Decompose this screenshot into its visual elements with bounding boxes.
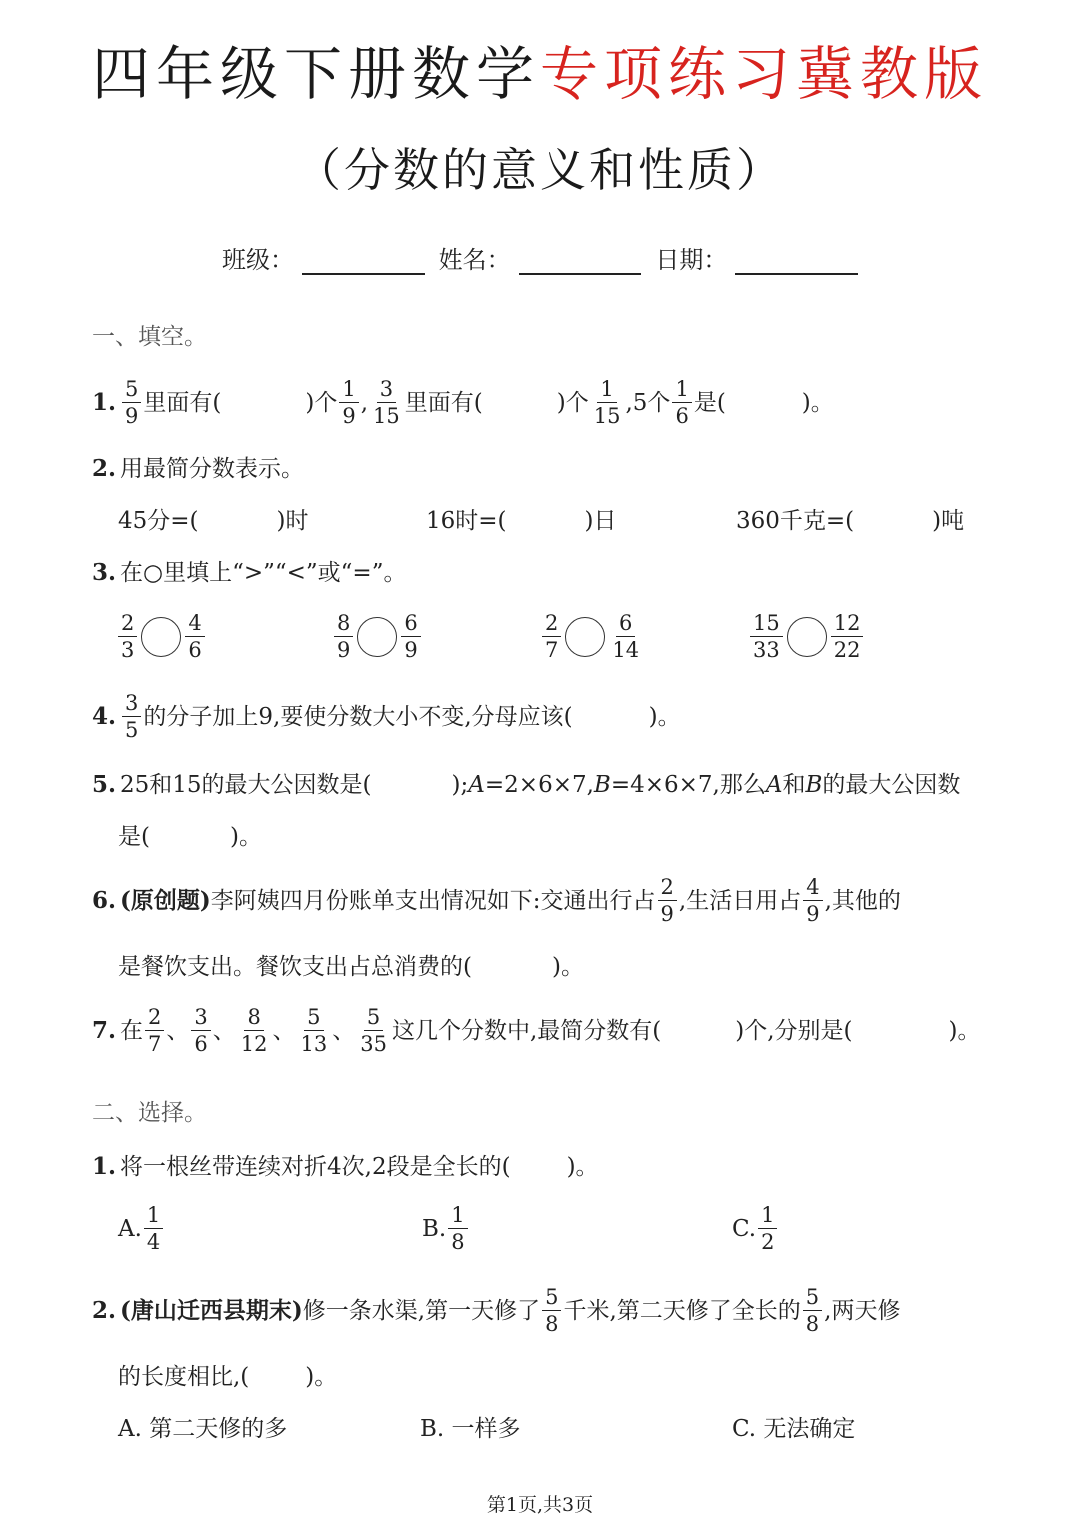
option-b[interactable]: B. 一样多: [420, 1416, 521, 1442]
denominator: 7: [148, 1032, 162, 1056]
q-number: 1.: [92, 1153, 117, 1180]
fraction: [609, 610, 642, 663]
fraction: [238, 1004, 271, 1057]
q-text: )。: [948, 1017, 981, 1044]
page-footer: 第1页,共3页: [486, 1494, 594, 1516]
fraction: [448, 1202, 467, 1255]
q-text: 在: [120, 1017, 144, 1044]
question-1-4: [92, 690, 681, 743]
fraction: [370, 376, 403, 429]
denominator: 5: [125, 718, 139, 742]
compare-circle[interactable]: [565, 617, 605, 657]
q-text: )日: [584, 508, 617, 534]
q-text: 千米,第二天修了全长的: [563, 1297, 801, 1324]
numerator: 15: [750, 610, 783, 637]
q-text: ,两天修: [824, 1297, 901, 1324]
question-2-1: [92, 1152, 599, 1182]
question-2-2: [92, 1284, 900, 1337]
class-blank[interactable]: [302, 249, 425, 275]
numerator: 6: [616, 610, 635, 637]
denominator: 14: [612, 638, 640, 662]
q-text: 这几个分数中,最简分数有(: [391, 1017, 662, 1044]
q-tag: (原创题): [120, 886, 211, 914]
q-text: ,其他的: [824, 887, 901, 914]
question-1-7: [92, 1004, 981, 1057]
title-black: 四年级下册数学: [91, 40, 540, 108]
fraction: [672, 376, 691, 429]
question-2-2-line2: [118, 1362, 337, 1392]
q-number: 1.: [92, 388, 117, 416]
option-c[interactable]: C. 无法确定: [732, 1416, 856, 1442]
fraction: [334, 610, 353, 663]
numerator: 1: [672, 376, 691, 403]
denominator: 9: [660, 902, 674, 926]
fraction: [118, 610, 137, 663]
fraction: [298, 1004, 331, 1057]
numerator: 4: [185, 610, 204, 637]
fraction: [831, 610, 864, 663]
fraction: [185, 610, 204, 663]
q-var: A: [765, 772, 783, 798]
fraction: [357, 1004, 390, 1057]
q-text: 16时=(: [426, 508, 507, 534]
q-text: 李阿姨四月份账单支出情况如下:交通出行占: [210, 887, 656, 914]
denominator: 4: [146, 1230, 161, 1254]
numerator: 5: [122, 376, 141, 403]
q-text: ,生活日用占: [678, 887, 802, 914]
q-text: 是(: [118, 824, 150, 850]
q-text: ,5个: [625, 389, 671, 416]
q2-item-1: [118, 506, 309, 536]
question-1-6-line2: [118, 952, 584, 982]
numerator: 5: [542, 1284, 561, 1311]
q2-item-2: [426, 506, 617, 536]
fraction: [145, 1004, 164, 1057]
numerator: 5: [803, 1284, 822, 1311]
numerator: 2: [658, 874, 677, 901]
q-var: B: [805, 772, 823, 798]
q-sep: 、: [212, 1017, 236, 1044]
fraction: [750, 610, 783, 663]
fraction: [122, 376, 141, 429]
numerator: 8: [334, 610, 353, 637]
date-blank[interactable]: [735, 249, 858, 275]
denominator: 8: [805, 1312, 820, 1336]
q-number: 2.: [92, 1296, 117, 1324]
question-1-2: [92, 454, 304, 484]
q-text: 是餐饮支出。餐饮支出占总消费的(: [118, 954, 472, 980]
option-label: A.: [118, 1215, 142, 1242]
fraction: [191, 1004, 210, 1057]
numerator: 1: [448, 1202, 467, 1229]
q-text: =4×6×7,那么: [610, 772, 766, 798]
compare-pair-2: [332, 610, 423, 663]
compare-pair-4: [748, 610, 865, 663]
fraction: [758, 1202, 777, 1255]
compare-circle[interactable]: [357, 617, 397, 657]
q-text: )个,分别是(: [735, 1017, 853, 1044]
q-text: 和: [782, 772, 806, 798]
denominator: 3: [121, 638, 135, 662]
denominator: 2: [761, 1230, 775, 1254]
q-text: 用最简分数表示。: [120, 456, 305, 482]
q-text: 的分子加上9,要使分数大小不变,分母应该(: [143, 703, 573, 730]
q-text: )。: [305, 1364, 338, 1390]
q-text: =2×6×7,: [484, 772, 594, 798]
denominator: 8: [451, 1230, 465, 1254]
q-text: ,: [360, 389, 369, 416]
compare-pair-1: [116, 610, 207, 663]
q-text: )吨: [932, 508, 965, 534]
fraction: [542, 610, 561, 663]
compare-pair-3: [540, 610, 644, 663]
denominator: 15: [373, 404, 400, 428]
numerator: 3: [377, 376, 396, 403]
q-text: )。: [551, 954, 584, 980]
q-text: )。: [648, 703, 681, 730]
q-number: 6.: [92, 886, 117, 914]
numerator: 5: [304, 1004, 323, 1031]
section-1-title: 一、填空。: [92, 324, 207, 350]
q-text: 里面有(: [404, 389, 483, 416]
q2-item-3: [736, 506, 964, 536]
q-number: 2.: [92, 455, 117, 482]
fraction: [122, 690, 141, 743]
question-1-5-line2: [118, 822, 262, 852]
page-title: [0, 38, 1080, 110]
q-text: )。: [229, 824, 262, 850]
numerator: 3: [191, 1004, 210, 1031]
numerator: 3: [122, 690, 141, 717]
q-number: 5.: [92, 771, 117, 798]
question-1-6: [92, 874, 901, 927]
q-text: )时: [276, 508, 309, 534]
numerator: 8: [244, 1004, 263, 1031]
section-2-title: 二、选择。: [92, 1100, 207, 1126]
numerator: 1: [597, 376, 616, 403]
q-text: )。: [801, 389, 834, 416]
q-text: 360千克=(: [736, 508, 855, 534]
fraction: [339, 376, 358, 429]
denominator: 6: [188, 638, 202, 662]
denominator: 9: [125, 404, 139, 428]
title-red: 专项练习冀教版: [540, 40, 989, 108]
fraction: [542, 1284, 561, 1337]
q-text: 将一根丝带连续对折4次,2段是全长的(: [120, 1154, 511, 1180]
fraction: [401, 610, 420, 663]
fraction: [658, 874, 677, 927]
denominator: 9: [404, 638, 418, 662]
q-text: 的长度相比,(: [118, 1364, 250, 1390]
denominator: 6: [194, 1032, 208, 1056]
q-text: );: [451, 772, 469, 798]
numerator: 4: [803, 874, 822, 901]
q-tag: (唐山迁西县期末): [120, 1296, 303, 1324]
denominator: 8: [545, 1312, 559, 1336]
denominator: 9: [342, 404, 356, 428]
denominator: 9: [337, 638, 351, 662]
numerator: 2: [145, 1004, 164, 1031]
denominator: 22: [833, 638, 861, 662]
student-info: [222, 240, 872, 275]
date-label: 日期：: [655, 246, 728, 274]
compare-circle[interactable]: [141, 617, 181, 657]
denominator: 33: [753, 638, 780, 662]
q-text: 里面有(: [143, 389, 222, 416]
q-sep: 、: [272, 1017, 296, 1044]
compare-circle[interactable]: [787, 617, 827, 657]
q-sep: 、: [332, 1017, 356, 1044]
q-text: )个: [556, 389, 589, 416]
numerator: 1: [144, 1202, 163, 1229]
q-number: 7.: [92, 1016, 117, 1044]
q-number: 4.: [92, 702, 117, 730]
fraction: [591, 376, 624, 429]
fraction: [803, 874, 822, 927]
numerator: 6: [401, 610, 420, 637]
name-label: 姓名：: [438, 246, 511, 274]
q-text: 的最大公因数: [822, 772, 961, 798]
fraction: [803, 1284, 822, 1337]
denominator: 15: [593, 404, 621, 428]
class-label: 班级：: [222, 246, 294, 274]
q-text: 修一条水渠,第一天修了: [302, 1297, 541, 1324]
q-text: )。: [566, 1154, 599, 1180]
numerator: 12: [831, 610, 864, 637]
option-b[interactable]: [422, 1202, 470, 1255]
q-var: B: [593, 772, 611, 798]
denominator: 12: [240, 1032, 268, 1056]
numerator: 5: [364, 1004, 383, 1031]
numerator: 1: [339, 376, 358, 403]
denominator: 35: [360, 1032, 387, 1056]
numerator: 1: [758, 1202, 777, 1229]
option-a[interactable]: [118, 1202, 165, 1255]
question-1-3: [92, 558, 406, 588]
q-number: 3.: [92, 559, 117, 586]
option-label: B.: [422, 1215, 447, 1242]
option-label: C.: [732, 1215, 757, 1242]
question-1-1: [92, 376, 834, 429]
denominator: 9: [806, 902, 820, 926]
q-text: 25和15的最大公因数是(: [120, 772, 372, 798]
option-c[interactable]: [732, 1202, 779, 1255]
q-var: A: [468, 772, 485, 798]
q-sep: 、: [166, 1017, 190, 1044]
page-subtitle: （分数的意义和性质）: [295, 143, 785, 197]
q-text: 是(: [693, 389, 726, 416]
name-blank[interactable]: [519, 249, 642, 275]
numerator: 2: [542, 610, 561, 637]
fraction: [144, 1202, 163, 1255]
denominator: 7: [545, 638, 559, 662]
option-a[interactable]: A. 第二天修的多: [118, 1416, 288, 1442]
denominator: 6: [675, 404, 689, 428]
q-text: )个: [305, 389, 338, 416]
q-text: 45分=(: [118, 508, 199, 534]
numerator: 2: [118, 610, 137, 637]
denominator: 13: [300, 1032, 328, 1056]
q-text: 在○里填上“>”“<”或“=”。: [120, 560, 407, 586]
question-1-5: [92, 770, 960, 800]
